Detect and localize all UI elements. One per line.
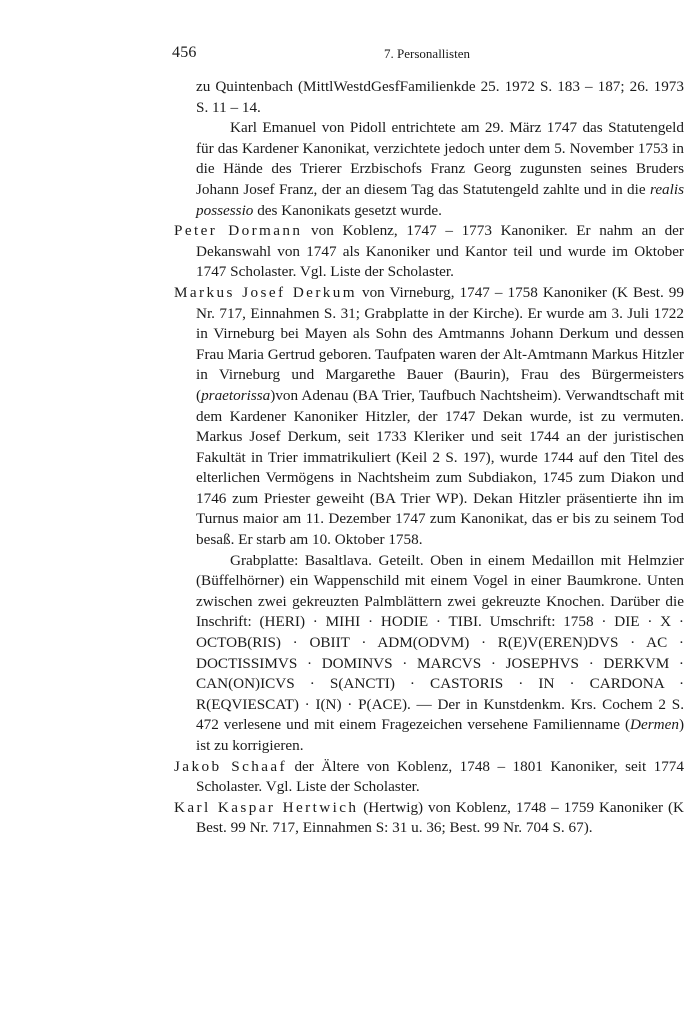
entry-text: von Virneburg, 1747 – 1758 Kanoniker (K Best. 99 Nr. 717, Einnahmen S. 31; Grabplatte in der Kirche). Er wurde am 3. Juli 1722 in Virneburg bei Mayen als Sohn des Amtmanns Johann Derkum und dessen Frau Maria Gertrud geboren. Taufpaten waren der Alt-Amtmann Markus Hitzler in Virneburg und Margarethe Bauer (Baurin), Frau des Bürgermeisters ( [196, 283, 684, 404]
entry-schaaf [174, 757, 684, 798]
entry-hertwich [174, 798, 684, 839]
italic-term: Dermen [630, 716, 679, 734]
entry-text: der Ältere von Koblenz, 1748 – 1801 Kanoniker, seit 1774 Scholaster. Vgl. Liste der Scholaster. [196, 757, 684, 796]
paragraph-text: zu Quintenbach (MittlWestdGesfFamilienkde 25. 1972 S. 183 – 187; 26. 1973 S. 11 – 14. [196, 78, 684, 116]
paragraph-text: Karl Emanuel von Pidoll entrichtete am 29. März 1747 das Statutengeld für das Kardener Kanonikat, verzichtete jedoch unter dem 5. November 1753 in die Hände des Trierer Erzbischofs Franz Georg zugunsten seines Bruders Johann Josef Franz, der an diesem Tag das Statutengeld zahlte und in die [196, 119, 684, 198]
entry-name: Jakob Schaaf [174, 757, 288, 775]
entry-text: von Koblenz, 1747 – 1773 Kanoniker. Er nahm an der Dekanswahl von 1747 als Kanoniker und Kantor teil und wurde im Oktober 1747 Scholaster. Vgl. Liste der Scholaster. [196, 222, 684, 281]
paragraph-text: ) ist zu korrigieren. [196, 716, 684, 754]
entry-derkum [174, 283, 684, 551]
page-number: 456 [172, 44, 197, 61]
paragraph-text: des Kanonikats gesetzt wurde. [253, 201, 442, 219]
entry-name: Markus Josef Derkum [174, 283, 357, 301]
entry-dormann [174, 221, 684, 283]
entry-text: )von Adenau (BA Trier, Taufbuch Nachtsheim). Verwandtschaft mit dem Kardener Kanoniker Hitzler, der 1747 Dekan wurde, ist zu vermuten. Markus Josef Derkum, seit 1733 Kleriker und seit 1744 an der juristischen Fakultät in Trier immatrikuliert (Keil 2 S. 197), wurde 1744 auf den Titel des elterlichen Vermögens in Nachtsheim zum Subdiakon, 1745 zum Diakon und 1746 zum Priester geweiht (BA Trier WP). Dekan Hitzler präsentierte ihn im Turnus maior am 11. Dezember 1747 zum Kanonikat, das er bis zu seinem Tod besaß. Er starb am 10. Oktober 1758. [196, 386, 684, 549]
grabplatte-paragraph [174, 551, 684, 757]
continuation-paragraph [174, 77, 684, 118]
pidoll-paragraph [174, 118, 684, 221]
document-body [174, 77, 684, 839]
italic-term: praetorissa [201, 386, 271, 404]
paragraph-text: Grabplatte: Basaltlava. Geteilt. Oben in einem Medaillon mit Helmzier (Büffelhörner) ein Wappenschild mit einem Vogel in einer Baumkrone. Unten zwischen zwei gekreuzten Palmblättern zwei gekreuzte Knochen. Darüber die Inschrift: (HERI) · MIHI · HODIE · TIBI. Umschrift: 1758 · DIE · X · OCTOB(RIS) · OBIIT · ADM(ODVM) · R(E)V(EREN)DVS · AC · DOCTISSIMVS · DOMINVS · MARCVS · JOSEPHVS · DERKVM · CAN(ON)ICVS · S(ANCTI) · CASTORIS · IN · CARDONA · R(EQVIESCAT) · I(N) · P(ACE). — Der in Kunstdenkm. Krs. Cochem 2 S. 472 verlesene und mit einem Fragezeichen versehene Familienname ( [196, 551, 684, 734]
italic-term: realis possessio [196, 180, 684, 219]
entry-text: (Hertwig) von Koblenz, 1748 – 1759 Kanoniker (K Best. 99 Nr. 717, Einnahmen S: 31 u. 36; Best. 99 Nr. 704 S. 67). [196, 798, 684, 837]
running-title: 7. Personallisten [384, 46, 470, 61]
entry-name: Peter Dormann [174, 222, 303, 240]
entry-name: Karl Kaspar Hertwich [174, 798, 359, 816]
